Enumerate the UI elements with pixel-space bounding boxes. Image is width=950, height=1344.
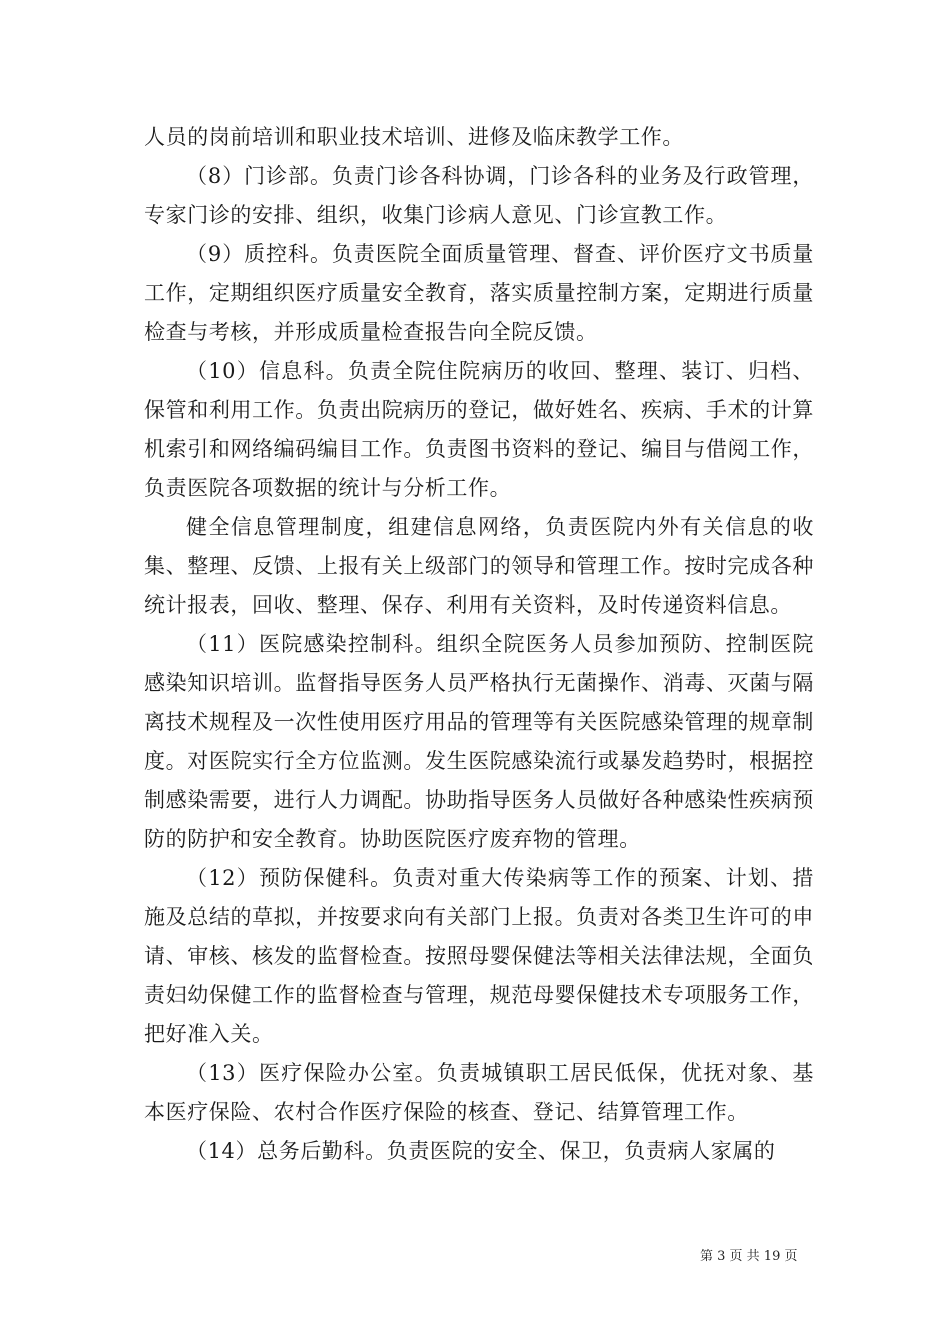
paragraph-medical-insurance: （13）医疗保险办公室。负责城镇职工居民低保，优抚对象、基本医疗保险、农村合作医疗保险的核查、登记、结算管理工作。 [144, 1061, 814, 1124]
paragraph-general-affairs: （14）总务后勤科。负责医院的安全、保卫，负责病人家属的 [186, 1139, 776, 1163]
paragraph-outpatient: （8）门诊部。负责门诊各科协调，门诊各科的业务及行政管理，专家门诊的安排、组织，收集门诊病人意见、门诊宣教工作。 [144, 164, 814, 227]
paragraph-continuation: 人员的岗前培训和职业技术培训、进修及临床教学工作。 [144, 125, 684, 149]
page-number: 第 3 页 共 19 页 [700, 1249, 798, 1264]
paragraph-quality-control: （9）质控科。负责医院全面质量管理、督查、评价医疗文书质量工作，定期组织医疗质量安全教育，落实质量控制方案，定期进行质量检查与考核，并形成质量检查报告向全院反馈。 [144, 242, 814, 344]
document-body [144, 118, 814, 1171]
paragraph-information: （10）信息科。负责全院住院病历的收回、整理、装订、归档、保管和利用工作。负责出院病历的登记，做好姓名、疾病、手术的计算机索引和网络编码编目工作。负责图书资料的登记、编目与借阅工作，负责医院各项数据的统计与分析工作。 [144, 359, 814, 500]
paragraph-preventive-care: （12）预防保健科。负责对重大传染病等工作的预案、计划、措施及总结的草拟，并按要求向有关部门上报。负责对各类卫生许可的申请、审核、核发的监督检查。按照母婴保健法等相关法律法规，全面负责妇幼保健工作的监督检查与管理，规范母婴保健技术专项服务工作，把好准入关。 [144, 866, 814, 1046]
paragraph-information-management: 健全信息管理制度，组建信息网络，负责医院内外有关信息的收集、整理、反馈、上报有关上级部门的领导和管理工作。按时完成各种统计报表，回收、整理、保存、利用有关资料，及时传递资料信息。 [144, 515, 814, 617]
paragraph-infection-control: （11）医院感染控制科。组织全院医务人员参加预防、控制医院感染知识培训。监督指导医务人员严格执行无菌操作、消毒、灭菌与隔离技术规程及一次性使用医疗用品的管理等有关医院感染管理的规章制度。对医院实行全方位监测。发生医院感染流行或暴发趋势时，根据控制感染需要，进行人力调配。协助指导医务人员做好各种感染性疾病预防的防护和安全教育。协助医院医疗废弃物的管理。 [144, 632, 814, 851]
